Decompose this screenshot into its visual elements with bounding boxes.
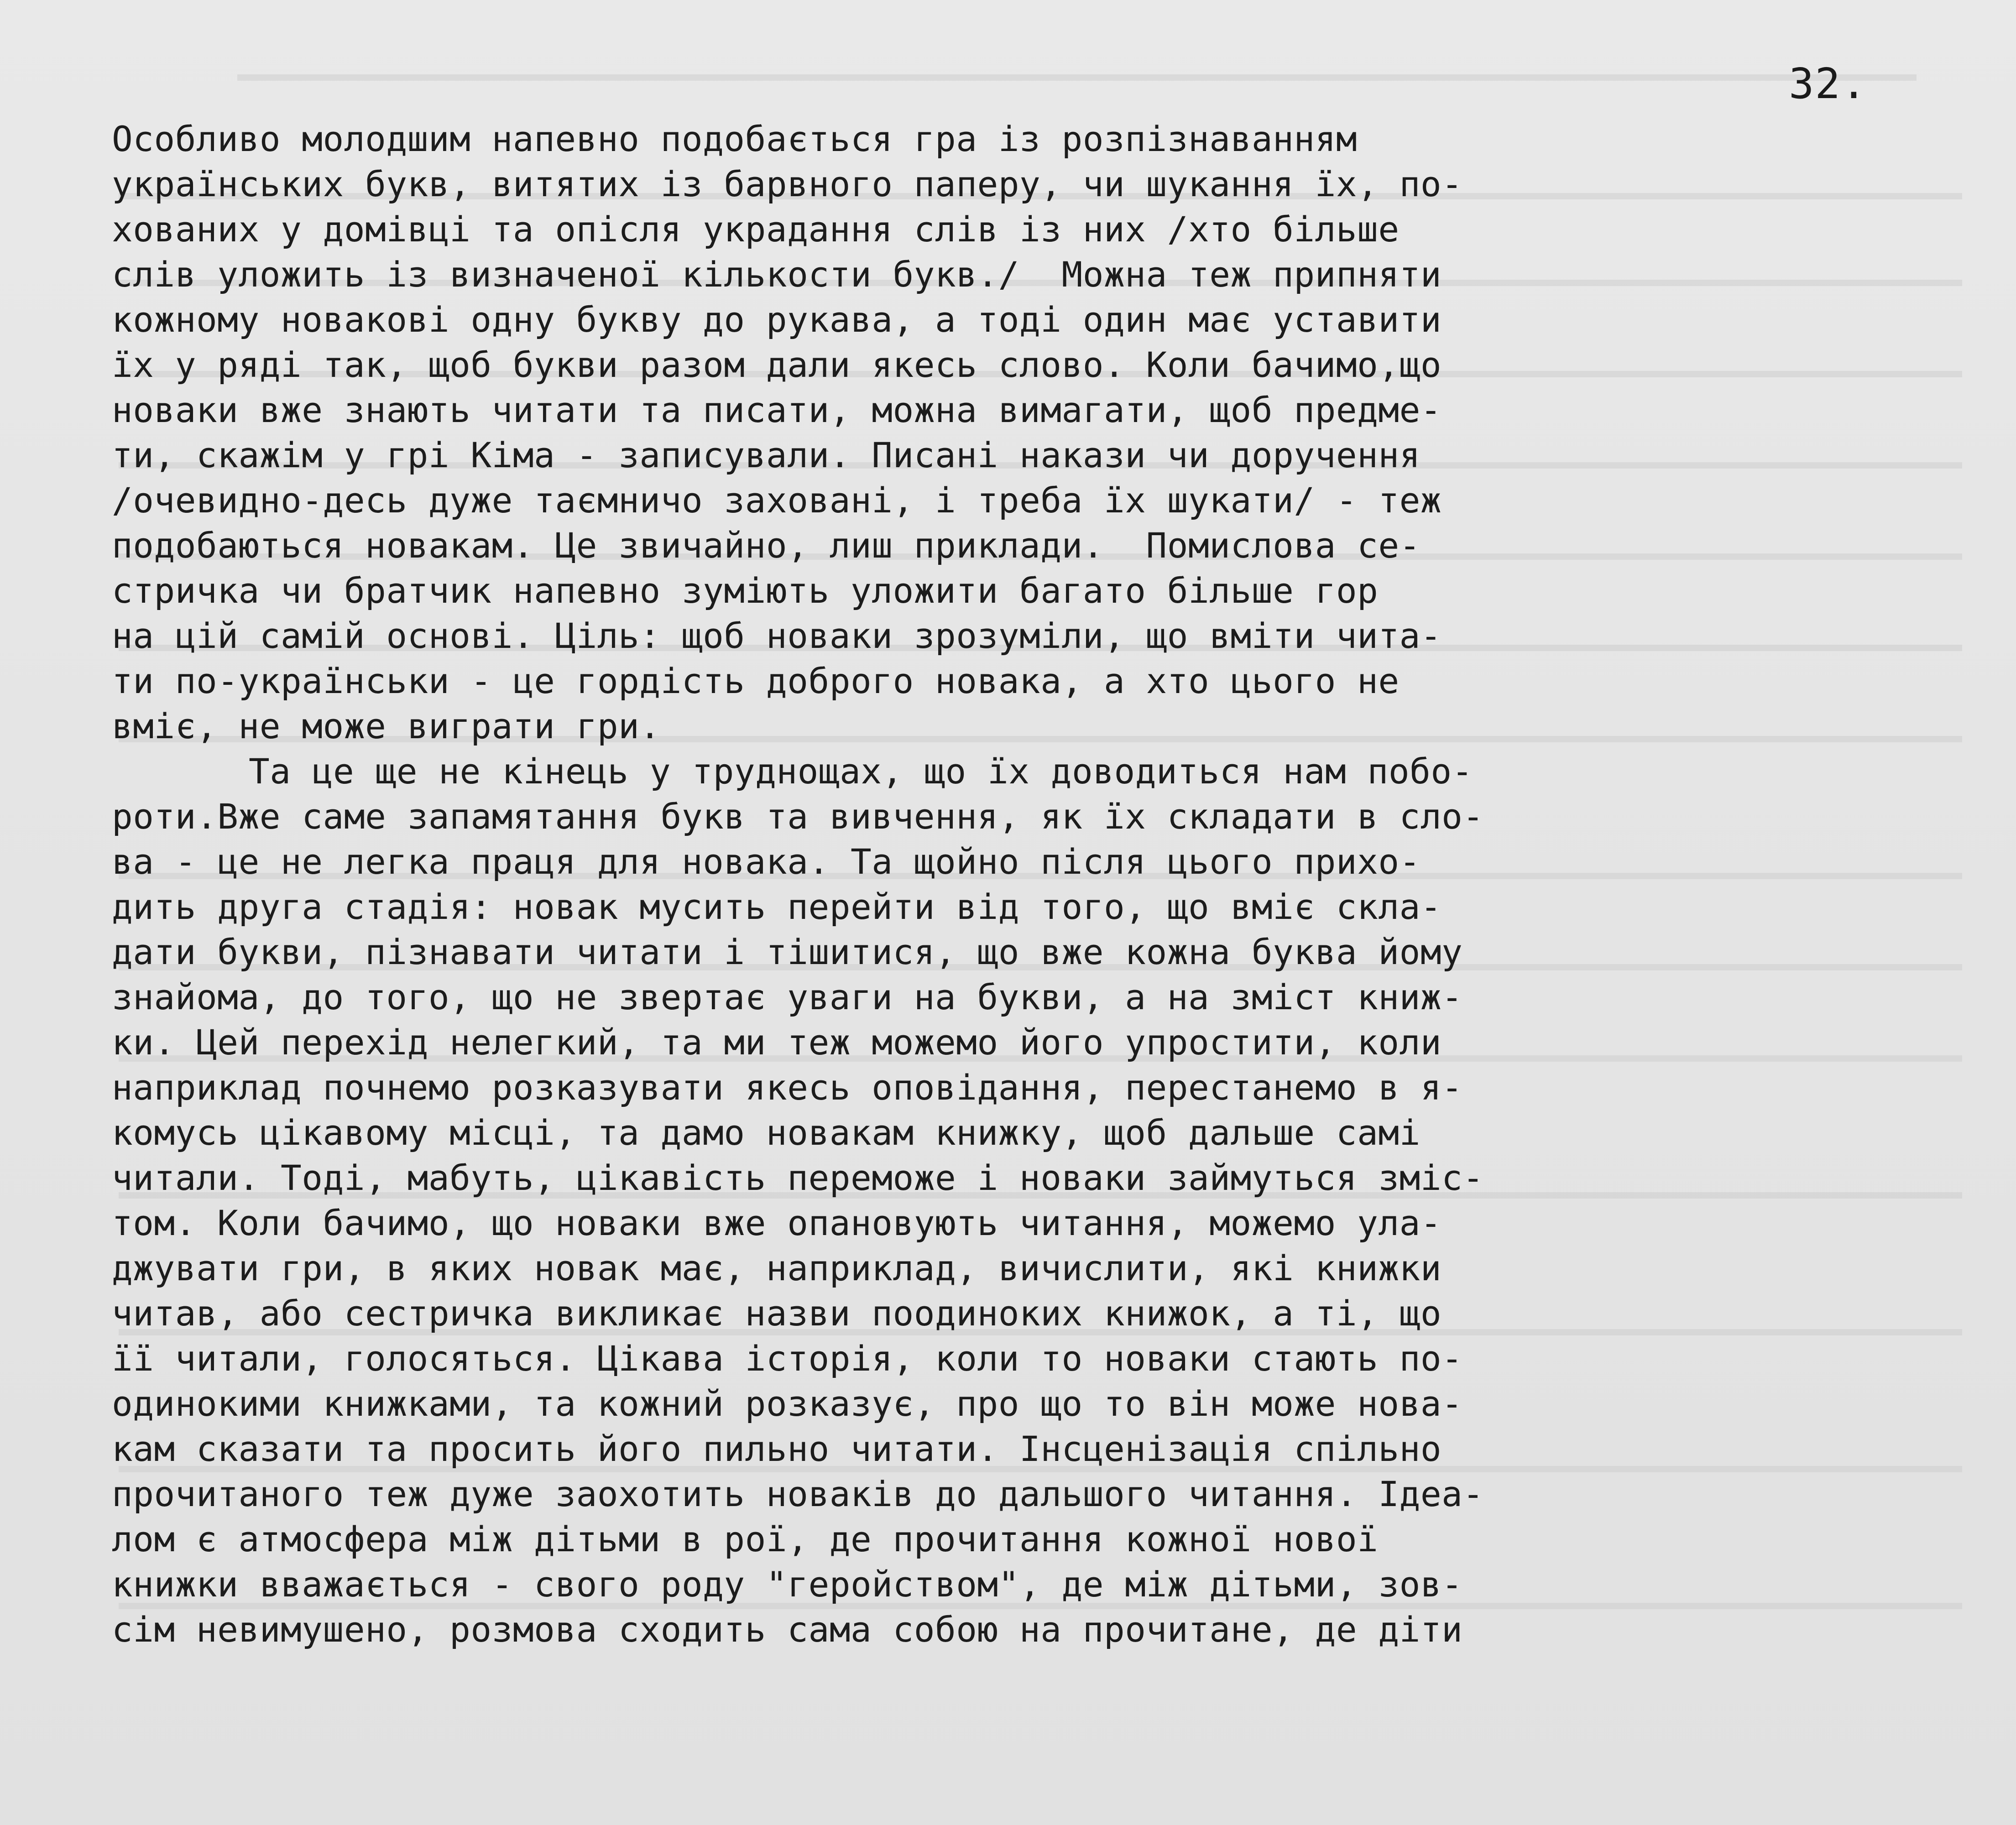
text-line: /очевидно-десь дуже таємничо заховані, і треба їх шукати/ - теж bbox=[112, 480, 1442, 521]
text-line: дати букви, пізнавати читати і тішитися, що вже кожна буква йому bbox=[112, 932, 1463, 972]
text-line: її читали, голосяться. Цікава історія, коли то новаки стають по- bbox=[112, 1338, 1463, 1379]
text-line: книжки вважається - свого роду "геройством", де між дітьми, зов- bbox=[112, 1564, 1463, 1605]
text-line: Особливо молодшим напевно подобається гра із розпізнаванням bbox=[112, 119, 1358, 159]
text-line: ти, скажім у грі Кіма - записували. Писані накази чи доручення bbox=[112, 435, 1421, 475]
text-line: наприклад почнемо розказувати якесь оповідання, перестанемо в я- bbox=[112, 1067, 1463, 1108]
text-line: джувати гри, в яких новак має, наприклад, вичислити, які книжки bbox=[112, 1248, 1442, 1288]
text-line: українських букв, витятих із барвного паперу, чи шукання їх, по- bbox=[112, 164, 1463, 204]
text-line: новаки вже знають читати та писати, можна вимагати, щоб предме- bbox=[112, 390, 1442, 430]
text-line: кожному новакові одну букву до рукава, а тоді один має уставити bbox=[112, 299, 1442, 340]
text-line: кам сказати та просить його пильно читати. Інсценізація спільно bbox=[112, 1429, 1442, 1469]
paragraph-first-line: Та це ще не кінець у труднощах, що їх доводиться нам побо- bbox=[249, 751, 1473, 792]
text-line: на цій самій основі. Ціль: щоб новаки зрозуміли, що вміти чита- bbox=[112, 615, 1442, 656]
text-line: комусь цікавому місці, та дамо новакам книжку, щоб дальше самі bbox=[112, 1112, 1421, 1153]
text-line: ва - це не легка праця для новака. Та щойно після цього прихо- bbox=[112, 841, 1421, 882]
typewritten-body bbox=[112, 116, 1937, 1652]
text-line: їх у ряді так, щоб букви разом дали якесь слово. Коли бачимо,що bbox=[112, 344, 1442, 385]
text-line: дить друга стадія: новак мусить перейти від того, що вміє скла- bbox=[112, 886, 1442, 927]
text-line: ти по-українськи - це гордість доброго новака, а хто цього не bbox=[112, 661, 1400, 701]
text-line: стричка чи братчик напевно зуміють уложити багато більше гор bbox=[112, 570, 1379, 611]
text-line: хованих у домівці та опісля украдання слів із них /хто більше bbox=[112, 209, 1400, 250]
text-line: одинокими книжками, та кожний розказує, про що то він може нова- bbox=[112, 1383, 1463, 1424]
text-line: подобаються новакам. Це звичайно, лиш приклади. Помислова се- bbox=[112, 525, 1421, 566]
text-line: роти.Вже саме запамятання букв та вивчення, як їх складати в сло- bbox=[112, 796, 1484, 837]
text-line: прочитаного теж дуже заохотить новаків до дальшого читання. Ідеа- bbox=[112, 1474, 1484, 1514]
text-line: знайома, до того, що не звертає уваги на букви, а на зміст книж- bbox=[112, 977, 1463, 1017]
text-line: слів уложить із визначеної кількости букв./ Можна теж припняти bbox=[112, 254, 1442, 295]
text-line: сім невимушено, розмова сходить сама собою на прочитане, де діти bbox=[112, 1609, 1463, 1650]
text-line: читали. Тоді, мабуть, цікавість переможе і новаки займуться зміс- bbox=[112, 1158, 1484, 1198]
text-line: ки. Цей перехід нелегкий, та ми теж можемо його упростити, коли bbox=[112, 1022, 1442, 1063]
text-line: лом є атмосфера між дітьми в рої, де прочитання кожної нової bbox=[112, 1519, 1379, 1559]
page-number: 32. bbox=[1789, 59, 1868, 108]
text-line: читав, або сестричка викликає назви поодиноких книжок, а ті, що bbox=[112, 1293, 1442, 1334]
text-line: том. Коли бачимо, що новаки вже опановують читання, можемо ула- bbox=[112, 1203, 1442, 1243]
text-line: вміє, не може виграти гри. bbox=[112, 706, 661, 746]
